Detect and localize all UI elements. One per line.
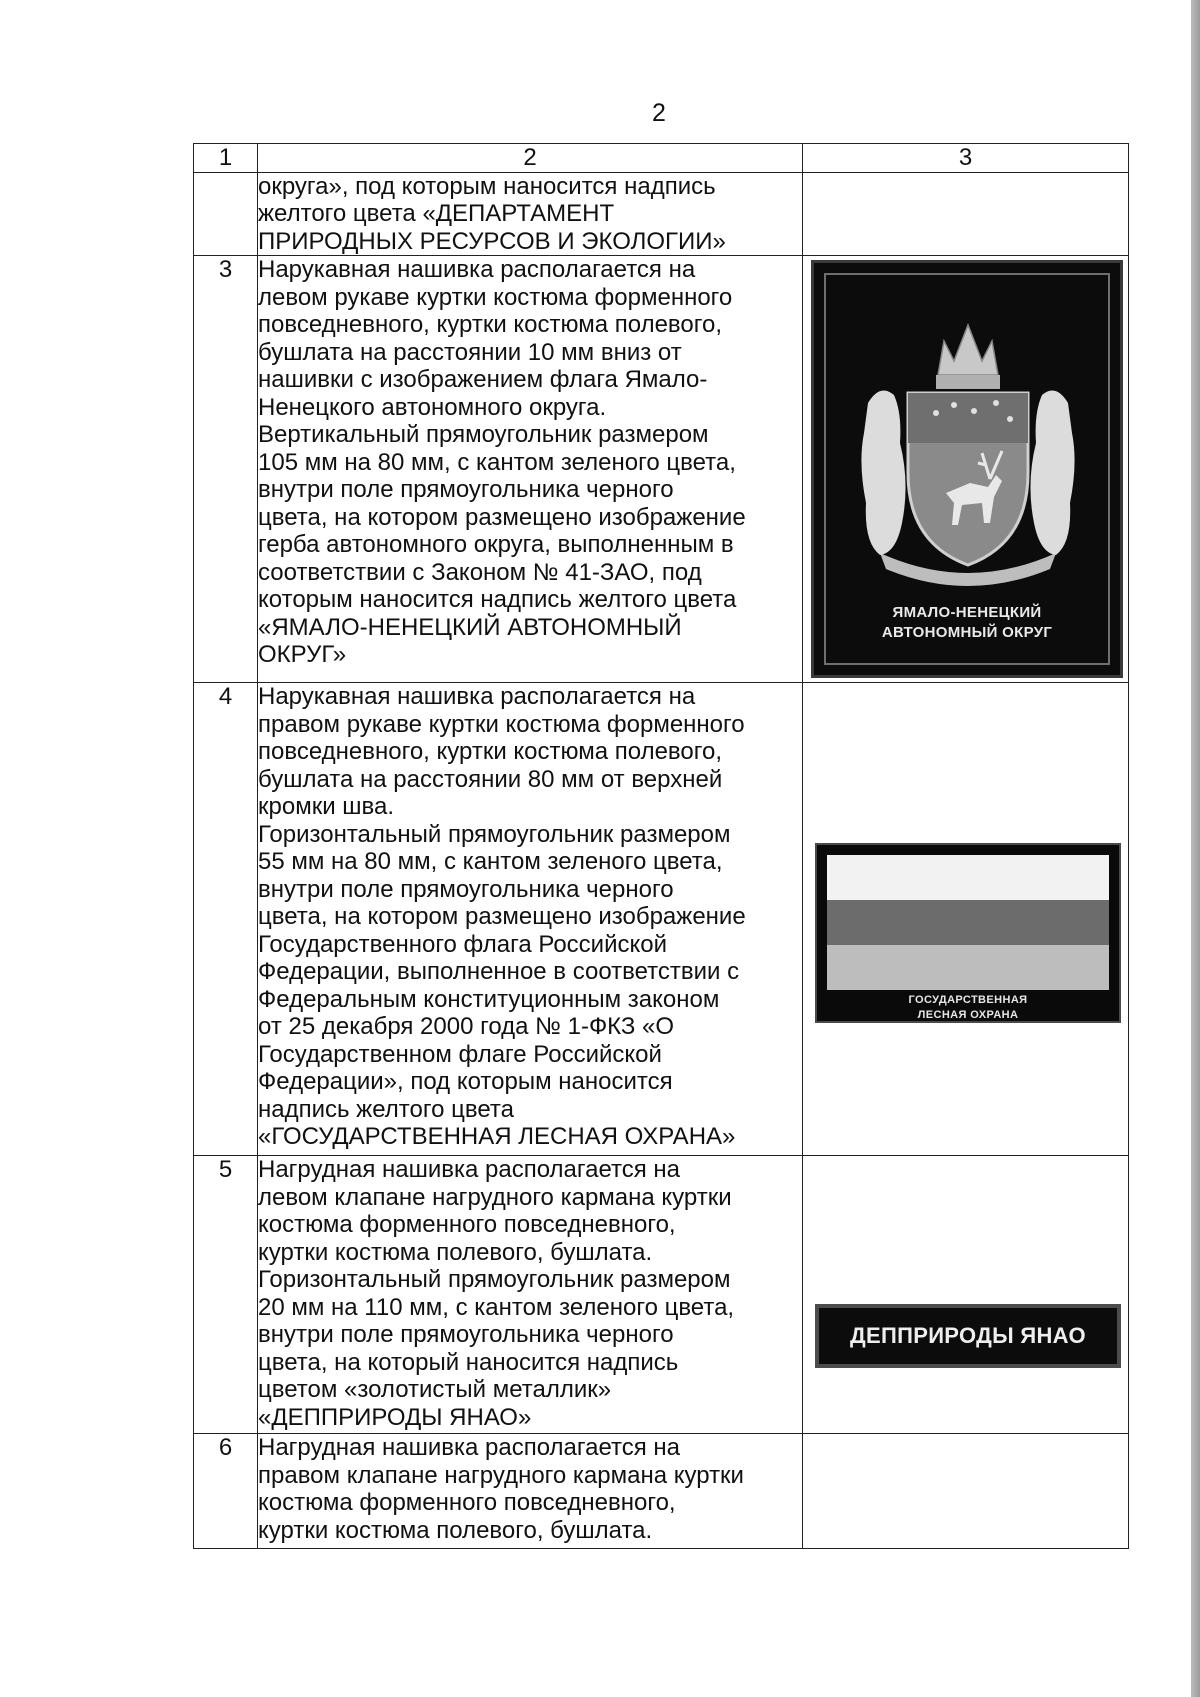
row-description (258, 683, 803, 1156)
row-number: 4 (194, 683, 258, 1156)
row-text: Нагрудная нашивка располагается на левом клапане нагрудного кармана куртки костюма форменного повседневного, куртки костюма полевого, бушлата. Горизонтальный прямоугольник размером 20 мм на 110 мм, с кантом зеленого цвета, внутри поле прямоугольника черного цвета, на который наносится надпись цветом «золотистый металлик» «ДЕППРИРОДЫ ЯНАО» (258, 1156, 735, 1431)
table-row (194, 256, 1129, 683)
table-row (194, 172, 1129, 256)
flag-caption-line-1: ГОСУДАРСТВЕННАЯ (908, 994, 1028, 1006)
page-number: 2 (652, 99, 666, 127)
flag-patch (815, 843, 1121, 1023)
row-description (258, 1156, 803, 1434)
row-description (258, 256, 803, 683)
table-row (194, 1156, 1129, 1434)
header-col-1: 1 (194, 144, 258, 173)
flag-patch-caption (817, 993, 1119, 1023)
row-number (194, 172, 258, 256)
table-header-row (194, 144, 1129, 173)
row-number: 6 (194, 1434, 258, 1549)
arms-caption-line-1: ЯМАЛО-НЕНЕЦКИЙ (892, 604, 1042, 621)
row-text: округа», под которым наносится надпись желтого цвета «ДЕПАРТАМЕНТ ПРИРОДНЫХ РЕСУРСОВ И ЭКОЛОГИИ» (258, 172, 726, 255)
flag-stripe-white (827, 855, 1109, 900)
row-number: 5 (194, 1156, 258, 1434)
flag-stripe-red (827, 945, 1109, 990)
name-strip-patch: ДЕППРИРОДЫ ЯНАО (815, 1304, 1121, 1368)
coat-of-arms-icon (850, 303, 1086, 593)
arms-patch (811, 260, 1123, 678)
row-text: Нарукавная нашивка располагается на правом рукаве куртки костюма форменного повседневного, куртки костюма полевого, бушлата на расстоянии 80 мм от верхней кромки шва. Горизонтальный прямоугольник размером 55 мм на 80 мм, с кантом зеленого цвета, внутри поле прямоугольника черного цвета, на котором размещено изображение Государственного флага Российской Федерации, выполненное в соответствии с Федеральным конституционным законом от 25 декабря 2000 года № 1-ФКЗ «О Государственном флаге Российской Федерации», под которым наносится надпись желтого цвета «ГОСУДАРСТВЕННАЯ ЛЕСНАЯ ОХРАНА» (258, 683, 746, 1150)
row-description (258, 1434, 803, 1549)
table-row (194, 683, 1129, 1156)
row-description (258, 172, 803, 256)
row-image-cell (803, 1156, 1129, 1434)
row-text: Нарукавная нашивка располагается на левом рукаве куртки костюма форменного повседневного, куртки костюма полевого, бушлата на расстоянии 10 мм вниз от нашивки с изображением флага Ямало- Ненецкого автономного округа. Вертикальный прямоугольник размером 105 мм на 80 мм, с кантом зеленого цвета, внутри поле прямоугольника черного цвета, на котором размещено изображение герба автономного округа, выполненным в соответствии с Законом № 41-ЗАО, под которым наносится надпись желтого цвета «ЯМАЛО-НЕНЕЦКИЙ АВТОНОМНЫЙ ОКРУГ» (258, 256, 746, 668)
arms-patch-caption (814, 603, 1120, 643)
row-text: Нагрудная нашивка располагается на правом клапане нагрудного кармана куртки костюма форменного повседневного, куртки костюма полевого, бушлата. (258, 1434, 744, 1544)
arms-caption-line-2: АВТОНОМНЫЙ ОКРУГ (881, 624, 1053, 641)
row-image-cell (803, 256, 1129, 683)
specification-table (193, 143, 1129, 1549)
header-col-3: 3 (803, 144, 1129, 173)
row-image-cell (803, 683, 1129, 1156)
flag-caption-line-2: ЛЕСНАЯ ОХРАНА (917, 1009, 1019, 1021)
row-image-cell (803, 1434, 1129, 1549)
row-number: 3 (194, 256, 258, 683)
scan-edge (1191, 0, 1200, 1697)
flag-stripe-blue (827, 900, 1109, 945)
table-row (194, 1434, 1129, 1549)
header-col-2: 2 (258, 144, 803, 173)
row-image-cell (803, 172, 1129, 256)
